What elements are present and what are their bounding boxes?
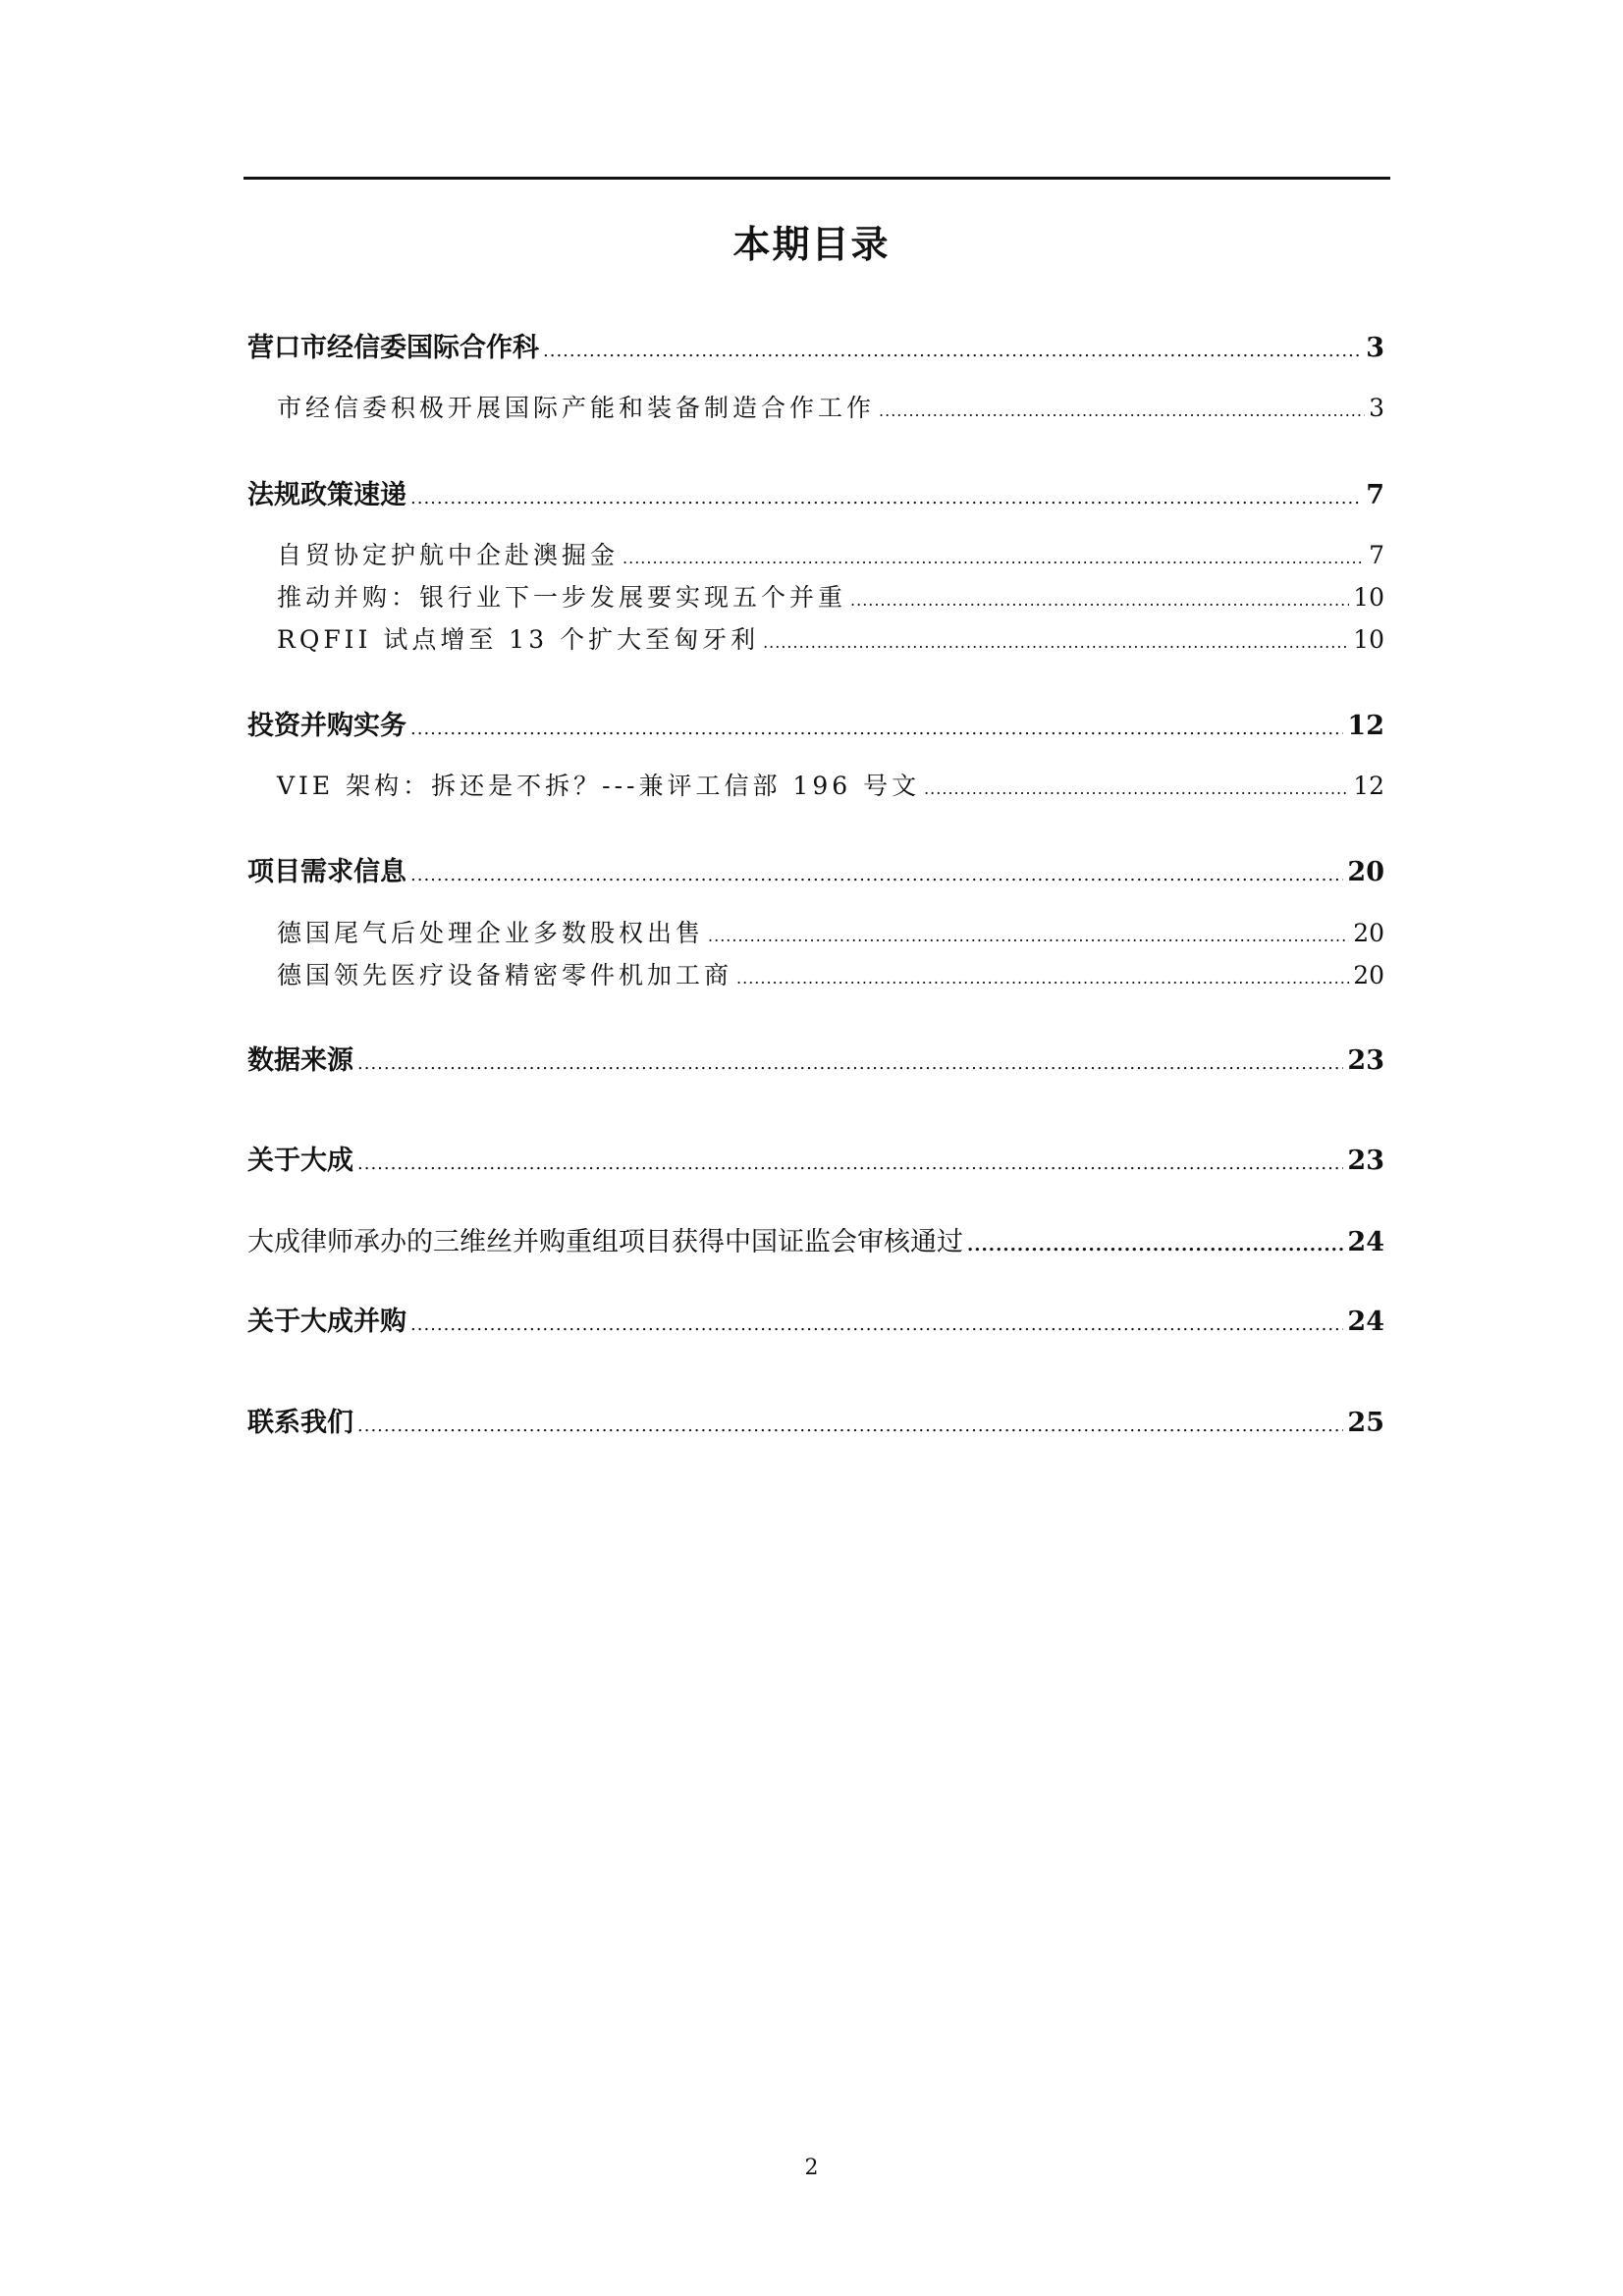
toc-entry-text: 德国尾气后处理企业多数股权出售	[277, 919, 705, 947]
toc-leader-dots	[410, 719, 1343, 739]
toc-entry-section[interactable]	[247, 850, 1384, 888]
toc-entry-section[interactable]	[247, 704, 1384, 742]
toc-entry-text: 市经信委积极开展国际产能和装备制造合作工作	[277, 394, 876, 422]
toc-page-number: 12	[1353, 772, 1384, 800]
toc-page-number: 24	[1347, 1227, 1384, 1257]
header-rule	[243, 177, 1390, 180]
toc-entry-text: VIE 架构：拆还是不拆？---兼评工信部 196 号文	[277, 772, 921, 800]
toc-entry-section[interactable]	[247, 1401, 1384, 1439]
toc-leader-dots	[410, 865, 1343, 885]
toc-page-number: 3	[1366, 333, 1384, 363]
toc-entry-text: 德国领先医疗设备精密零件机加工商	[277, 961, 733, 989]
toc-leader-dots	[708, 927, 1349, 945]
toc-leader-dots	[410, 488, 1362, 508]
toc-entry-text: 投资并购实务	[247, 711, 406, 741]
toc-leader-dots	[357, 1415, 1343, 1436]
toc-entry-section[interactable]	[247, 1039, 1384, 1077]
toc-page-number: 24	[1347, 1307, 1384, 1337]
toc-leader-dots	[357, 1053, 1343, 1074]
toc-entry-section[interactable]	[247, 473, 1384, 511]
toc-entry-text: 关于大成并购	[247, 1307, 406, 1337]
toc-entry-text: 大成律师承办的三维丝并购重组项目获得中国证监会审核通过	[247, 1227, 963, 1257]
toc-page-number: 23	[1347, 1146, 1384, 1176]
toc-entry-text: 数据来源	[247, 1045, 353, 1076]
toc-entry-article[interactable]	[277, 620, 1384, 656]
toc-leader-dots	[357, 1153, 1343, 1174]
toc-page-number: 7	[1366, 480, 1384, 510]
toc-leader-dots	[850, 591, 1349, 610]
toc-entry-text: 营口市经信委国际合作科	[247, 333, 539, 363]
toc-entry-text: 自贸协定护航中企赴澳掘金	[277, 541, 620, 569]
toc-entry-section[interactable]	[247, 1139, 1384, 1177]
toc-page-number: 25	[1347, 1408, 1384, 1438]
toc-entry-text: 联系我们	[247, 1408, 353, 1438]
toc-page-number: 20	[1347, 857, 1384, 887]
toc-leader-dots	[967, 1235, 1343, 1255]
toc-page-number: 7	[1369, 541, 1384, 569]
toc-entry-article[interactable]	[277, 956, 1384, 991]
toc-leader-dots	[543, 341, 1362, 361]
toc-page-number: 10	[1353, 625, 1384, 654]
toc-entry-text: 推动并购：银行业下一步发展要实现五个并重	[277, 583, 847, 612]
toc-entry-article[interactable]	[277, 389, 1384, 424]
toc-page-number: 3	[1369, 394, 1384, 422]
toc-entry-article[interactable]	[277, 914, 1384, 949]
toc-leader-dots	[410, 1314, 1343, 1335]
toc-title: 本期目录	[732, 223, 891, 266]
toc-entry-text: RQFII 试点增至 13 个扩大至匈牙利	[277, 625, 760, 654]
toc-page-number: 20	[1353, 919, 1384, 947]
toc-leader-dots	[924, 779, 1349, 798]
toc-entry-article[interactable]	[277, 578, 1384, 614]
toc-page-number: 12	[1347, 711, 1384, 741]
toc-leader-dots	[622, 549, 1365, 567]
toc-entry-text: 法规政策速递	[247, 480, 406, 510]
toc-entry-article[interactable]	[277, 536, 1384, 571]
toc-leader-dots	[763, 633, 1349, 652]
toc-leader-dots	[736, 969, 1349, 988]
toc-page-number: 20	[1353, 961, 1384, 989]
toc-page-number: 10	[1353, 583, 1384, 612]
toc-entry-article[interactable]	[277, 767, 1384, 802]
toc-entry-text: 项目需求信息	[247, 857, 406, 887]
toc-leader-dots	[879, 401, 1365, 420]
toc-entry-text: 关于大成	[247, 1146, 353, 1176]
toc-entry-section[interactable]	[247, 1300, 1384, 1338]
page-number: 2	[804, 2156, 819, 2180]
toc-entry-section[interactable]	[247, 326, 1384, 364]
toc-entry-article[interactable]	[247, 1220, 1384, 1258]
toc-page-number: 23	[1347, 1045, 1384, 1076]
